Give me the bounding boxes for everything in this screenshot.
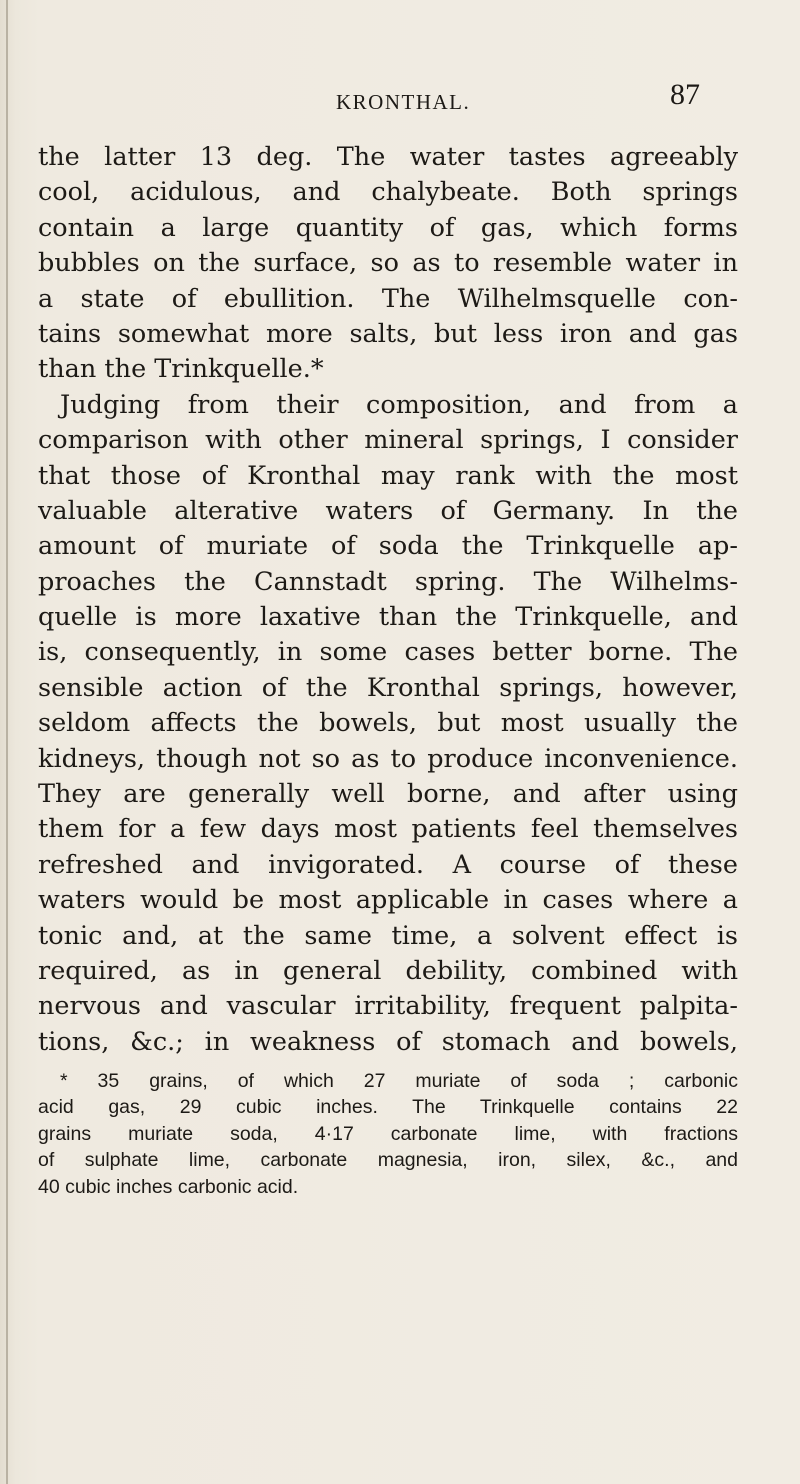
text-line: than the Trinkquelle.* [38, 354, 324, 385]
text-line: tions, &c.; in weakness of stomach and bowels, [38, 1026, 738, 1057]
text-line: that those of Kronthal may rank with the most [38, 460, 738, 491]
text-line: amount of muriate of soda the Trinkquelle ap- [38, 531, 738, 562]
text-line: valuable alterative waters of Germany. In the [38, 495, 738, 526]
footnote-line: acid gas, 29 cubic inches. The Trinkquelle contains 22 [38, 1096, 738, 1119]
text-line: a state of ebullition. The Wilhelmsquelle con- [38, 283, 738, 314]
text-line: refreshed and invigorated. A course of these [38, 849, 738, 880]
text-line: quelle is more laxative than the Trinkquelle, and [38, 602, 738, 633]
page-number: 87 [670, 78, 700, 111]
text-line: kidneys, though not so as to produce inconvenience. [38, 743, 738, 774]
text-line: tonic and, at the same time, a solvent effect is [38, 920, 738, 951]
footnote-line: grains muriate soda, 4·17 carbonate lime, with fractions [38, 1122, 738, 1145]
text-line: is, consequently, in some cases better borne. The [38, 637, 738, 668]
footnote-line: * 35 grains, of which 27 muriate of soda ; carbonic [60, 1070, 738, 1092]
text-line: They are generally well borne, and after using [38, 779, 738, 810]
footnote-line: of sulphate lime, carbonate magnesia, iron, silex, &c., and [38, 1149, 738, 1172]
text-line: sensible action of the Kronthal springs, however, [38, 672, 738, 703]
running-head [0, 78, 800, 118]
footnote-line: 40 cubic inches carbonic acid. [38, 1175, 299, 1198]
text-line: tains somewhat more salts, but less iron and gas [38, 318, 738, 349]
text-line: seldom affects the bowels, but most usually the [38, 708, 738, 739]
paragraph-start-line: Judging from their composition, and from a [60, 389, 738, 420]
text-line: proaches the Cannstadt spring. The Wilhelms- [38, 566, 738, 597]
text-line: nervous and vascular irritability, frequent palpita- [38, 991, 738, 1022]
text-line: waters would be most applicable in cases where a [38, 885, 738, 916]
text-line: bubbles on the surface, so as to resemble water in [38, 248, 738, 279]
text-line: comparison with other mineral springs, I consider [38, 425, 738, 456]
text-line: the latter 13 deg. The water tastes agreeably [38, 142, 738, 172]
text-line: contain a large quantity of gas, which forms [38, 212, 738, 243]
running-head-title: KRONTHAL. [336, 90, 471, 114]
text-line: cool, acidulous, and chalybeate. Both springs [38, 177, 738, 208]
footnote [38, 1068, 738, 1200]
body-text [38, 140, 738, 1060]
gutter-shadow [6, 0, 8, 1484]
text-line: them for a few days most patients feel themselves [38, 814, 738, 845]
text-line: required, as in general debility, combined with [38, 955, 738, 986]
